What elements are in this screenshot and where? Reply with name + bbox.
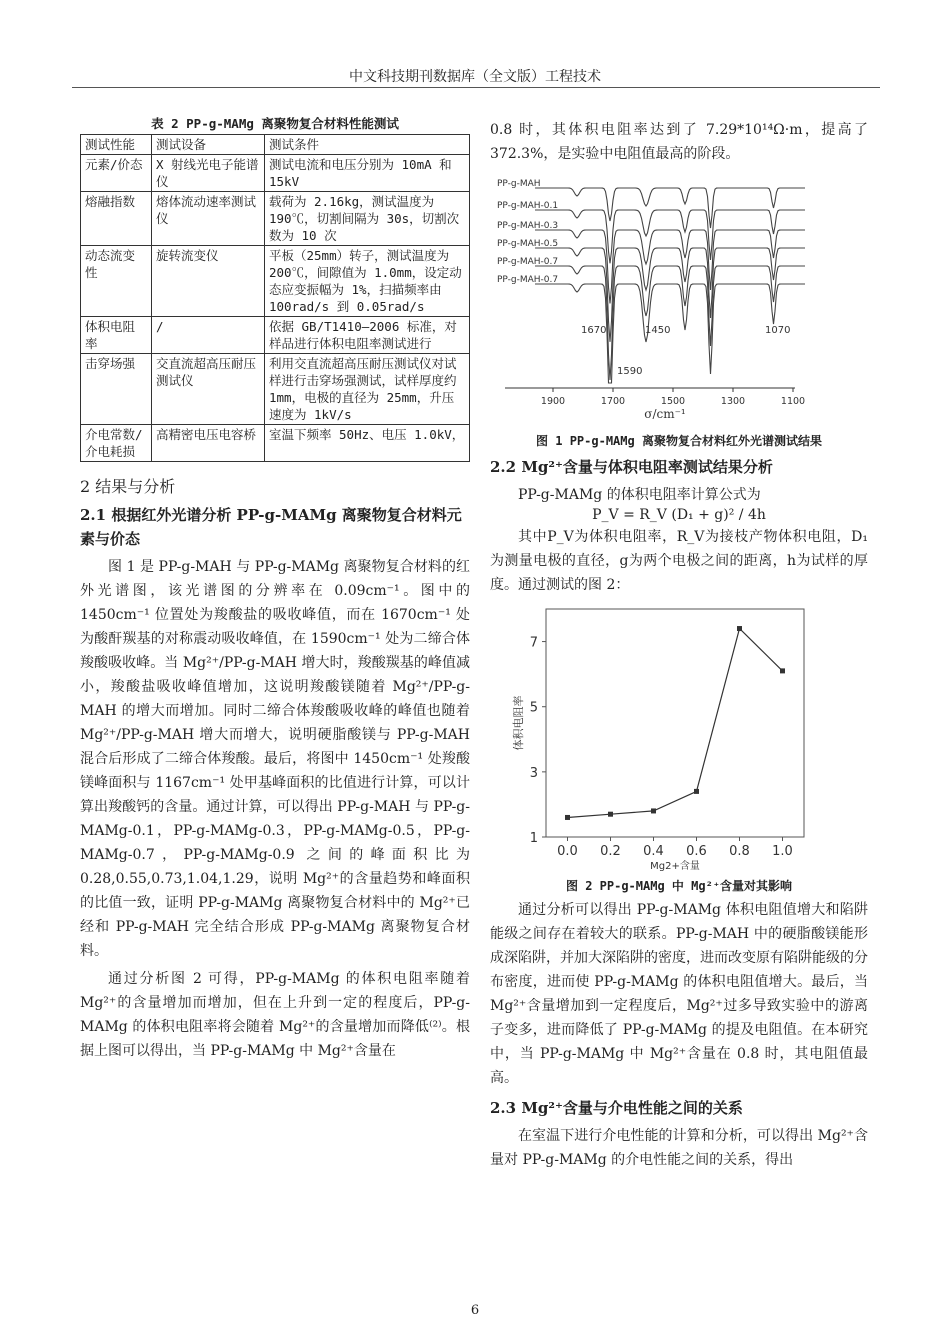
chart-x-tick-label: 0.2: [600, 844, 621, 859]
table-cell: 测试电流和电压分别为 10mA 和 15kV: [265, 155, 470, 192]
table-cell: 动态流变性: [81, 246, 152, 317]
section-2-2-heading: 2.2 Mg²⁺含量与体积电阻率测试结果分析: [490, 458, 773, 476]
table-cell: 室温下频率 50Hz、电压 1.0kV，: [265, 425, 470, 462]
chart-x-axis-label: Mg2+含量: [650, 861, 700, 872]
continued-paragraph: 0.8 时，其体积电阻率达到了 7.29*10¹⁴Ω·m，提高了 372.3%，是实验中电阻值最高的阶段。: [490, 122, 868, 162]
ir-spectrum-curve: [535, 266, 805, 380]
ir-x-tick-label: 1700: [600, 396, 626, 407]
table-cell: 载荷为 2.16kg，测试温度为 190℃，切割间隔为 30s，切割次数为 10 次: [265, 192, 470, 246]
chart-x-tick-label: 0.0: [557, 844, 578, 859]
ir-spectrum-curve: [535, 230, 805, 304]
header-rule: [72, 87, 880, 88]
ir-x-tick-label: 1300: [720, 396, 746, 407]
properties-table: [80, 134, 470, 462]
resistivity-chart: [508, 605, 808, 875]
chart-data-point: [694, 789, 699, 794]
table-header-row: [81, 135, 470, 155]
table-cell: 熔体流动速率测试仪: [152, 192, 265, 246]
chart-x-tick-label: 1.0: [772, 844, 793, 859]
chart-data-point: [565, 815, 570, 820]
table-cell: 击穿场强: [81, 354, 152, 425]
table-row: [81, 192, 470, 246]
ir-x-tick-label: 1900: [540, 396, 566, 407]
ir-series-label: PP-g-MAH-0.5: [497, 239, 559, 249]
ir-peak-annotation: 1070: [765, 325, 791, 336]
chart-plot-area: [546, 609, 804, 837]
section-2-1-paragraph-2: 通过分析图 2 可得，PP-g-MAMg 的体积电阻率随着 Mg²⁺的含量增加而增加，但在上升到一定的程度后，PP-g-MAMg 的体积电阻率将会随着 Mg²⁺的含量增加而降低⁽²⁾。根据上图可以得出，当 PP-g-MAMg 中 Mg²⁺含量在: [80, 971, 470, 1059]
table-header-cell: 测试设备: [152, 135, 265, 155]
chart-x-tick-label: 0.4: [643, 844, 664, 859]
table-cell: 介电常数/介电耗损: [81, 425, 152, 462]
table-row: [81, 155, 470, 192]
formula-variables: 其中P_V为体积电阻率，R_V为接枝产物体积电阻，D₁为测量电极的直径，g为两个电极之间的距离，h为试样的厚度。通过测试的图 2：: [490, 529, 868, 593]
right-column: [490, 118, 868, 1172]
resistivity-formula: P_V = R_V (D₁ + g)² / 4h: [592, 507, 766, 523]
formula-intro: PP-g-MAMg 的体积电阻率计算公式为: [518, 487, 761, 503]
section-2-1-paragraph-1: 图 1 是 PP-g-MAH 与 PP-g-MAMg 离聚物复合材料的红外光谱图，该光谱图的分辨率在 0.09cm⁻¹。图中的 1450cm⁻¹ 位置处为羧酸盐的吸收峰值，而在 1670cm⁻¹ 处为酸酐羰基的对称震动吸收峰值，在 1590cm⁻¹ 处为二缔合体羧酸吸收峰。当 Mg²⁺/PP-g-MAH 增大时，羧酸羰基的峰值减小，羧酸盐吸收峰值增加，这说明羧酸镁随着 Mg²⁺/PP-g-MAH 的增大而增加。同时二缔合体羧酸吸收峰的峰值也随着 Mg²⁺/PP-g-MAH 增大而增大，说明硬脂酸镁与 PP-g-MAH 混合后形成了二缔合体羧酸。最后，将图中 1450cm⁻¹ 处羧酸镁峰面积与 1167cm⁻¹ 处甲基峰面积的比值进行计算，可以计算出羧酸钙的含量。通过计算，可以得出 PP-g-MAH 与 PP-g-MAMg-0.1，PP-g-MAMg-0.3，PP-g-MAMg-0.5，PP-g-MAMg-0.7，PP-g-MAMg-0.9 之间的峰面积比为 0.28,0.55,0.73,1.04,1.29，说明 Mg²⁺的含量趋势和峰面积的比值一致，证明 PP-g-MAMg 离聚物复合材料中的 Mg²⁺已经和 PP-g-MAH 完全结合形成 PP-g-MAMg 离聚物复合材料。: [80, 559, 470, 959]
section-2-heading: 2 结果与分析: [80, 477, 176, 496]
ir-series-label: PP-g-MAH-0.1: [497, 201, 559, 211]
table-caption: 表 2 PP-g-MAMg 离聚物复合材料性能测试: [151, 116, 399, 131]
table-row: [81, 354, 470, 425]
ir-x-tick-label: 1500: [660, 396, 686, 407]
table-row: [81, 317, 470, 354]
chart-x-tick-label: 0.6: [686, 844, 707, 859]
ir-peak-annotation: 1670: [581, 325, 607, 336]
ir-peak-annotation: 1450: [645, 325, 671, 336]
section-2-3-heading: 2.3 Mg²⁺含量与介电性能之间的关系: [490, 1099, 743, 1117]
ir-series-label: PP-g-MAH-0.7: [497, 257, 559, 267]
chart-data-point: [608, 812, 613, 817]
table-cell: 利用交直流超高压耐压测试仪对试样进行击穿场强测试，试样厚度约 1mm，电极的直径为 25mm，升压速度为 1kV/s: [265, 354, 470, 425]
table-cell: 元素/价态: [81, 155, 152, 192]
table-cell: /: [152, 317, 265, 354]
table-cell: 平板（25mm）转子，测试温度为 200℃，间隙值为 1.0mm，设定动态应变振幅为 1%，扫描频率由 100rad/s 到 0.05rad/s: [265, 246, 470, 317]
figure-1-caption: 图 1 PP-g-MAMg 离聚物复合材料红外光谱测试结果: [536, 434, 822, 448]
analysis-paragraph: 通过分析可以得出 PP-g-MAMg 体积电阻值增大和陷阱能级之间存在着较大的联系。PP-g-MAH 中的硬脂酸镁能形成深陷阱，并加大深陷阱的密度，进而改变原有陷阱能级的分布密度，进而使 PP-g-MAMg 的体积电阻值增大。最后，当 Mg²⁺含量增加到一定程度后，Mg²⁺过多导致实验中的游离子变多，进而降低了 PP-g-MAMg 的提及电阻值。在本研究中，当 PP-g-MAMg 中 Mg²⁺含量在 0.8 时，其电阻值最高。: [490, 902, 868, 1086]
section-2-1-heading: 2.1 根据红外光谱分析 PP-g-MAMg 离聚物复合材料元素与价态: [80, 506, 462, 548]
table-cell: 熔融指数: [81, 192, 152, 246]
table-cell: X 射线光电子能谱仪: [152, 155, 265, 192]
table-cell: 交直流超高压耐压测试仪: [152, 354, 265, 425]
table-header-cell: 测试性能: [81, 135, 152, 155]
ir-series-label: PP-g-MAH-0.3: [497, 221, 559, 231]
left-column: [80, 114, 470, 1063]
chart-data-point: [737, 626, 742, 631]
section-2-3-paragraph: 在室温下进行介电性能的计算和分析，可以得出 Mg²⁺含量对 PP-g-MAMg 的介电性能之间的关系，得出: [490, 1128, 868, 1168]
chart-y-tick-label: 5: [529, 700, 538, 716]
chart-y-axis-label: 体积电阻率: [512, 695, 525, 751]
chart-y-tick-label: 3: [529, 765, 538, 781]
ir-x-tick-label: 1100: [780, 396, 806, 407]
ir-spectrum-curve: [535, 188, 805, 228]
chart-y-tick-label: 1: [529, 831, 538, 846]
ir-series-label: PP-g-MAH-0.7: [497, 275, 559, 285]
figure-2-caption: 图 2 PP-g-MAMg 中 Mg²⁺含量对其影响: [565, 879, 793, 893]
chart-data-point: [651, 808, 656, 813]
table-row: [81, 425, 470, 462]
running-header: 中文科技期刊数据库（全文版）工程技术: [349, 69, 601, 85]
chart-data-point: [780, 668, 785, 673]
ir-spectrum-figure: [495, 168, 863, 430]
table-row: [81, 246, 470, 317]
resistivity-series-line: [568, 629, 783, 818]
table-header-cell: 测试条件: [265, 135, 470, 155]
table-cell: 依据 GB/T1410—2006 标准，对样品进行体积电阻率测试进行: [265, 317, 470, 354]
table-cell: 旋转流变仪: [152, 246, 265, 317]
chart-y-tick-label: 7: [529, 635, 538, 651]
page-number: 6: [470, 1303, 480, 1318]
table-cell: 体积电阻率: [81, 317, 152, 354]
ir-x-axis-label: σ/cm⁻¹: [644, 407, 686, 421]
ir-series-label: PP-g-MAH: [497, 179, 541, 189]
ir-peak-annotation: 1590: [617, 366, 643, 377]
chart-x-tick-label: 0.8: [729, 844, 750, 859]
table-cell: 高精密电压电容桥: [152, 425, 265, 462]
